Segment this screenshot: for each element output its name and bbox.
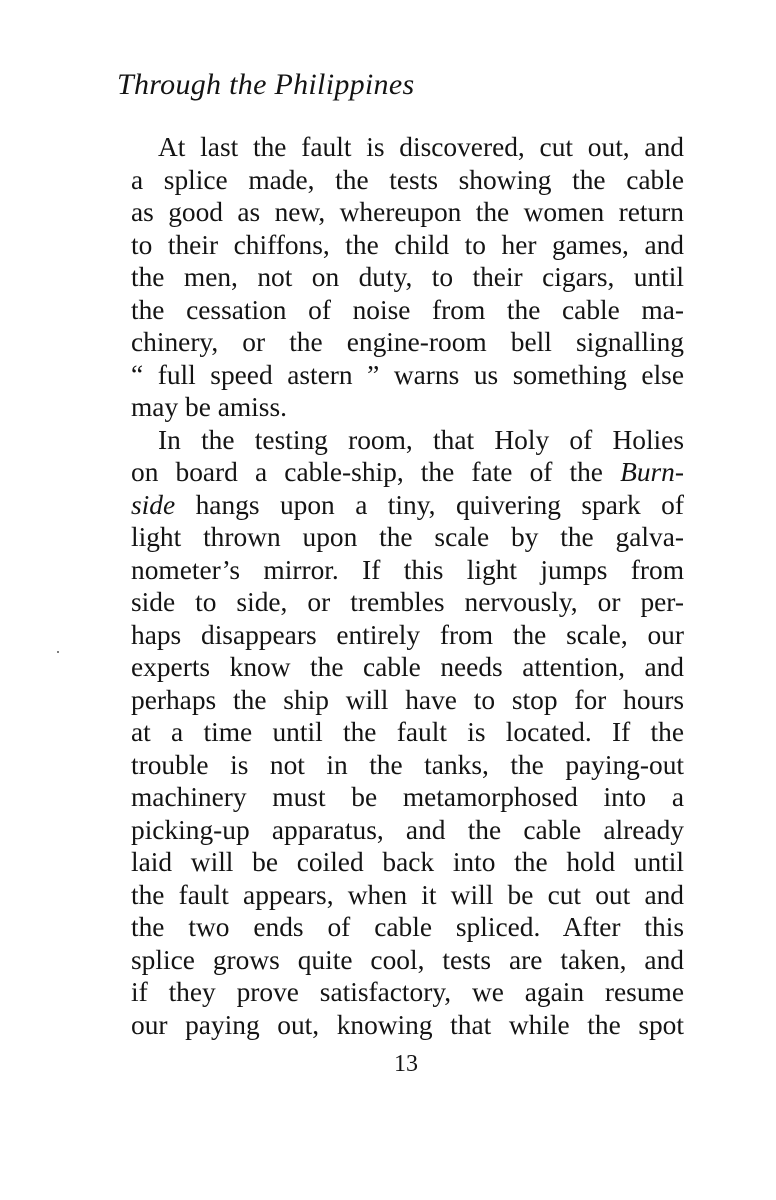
text-line: our paying out, knowing that while the spot [131, 1009, 684, 1040]
text-line: chinery, or the engine-room bell signalling [131, 327, 684, 357]
text-run: hangs upon a tiny, quivering spark of [175, 489, 684, 520]
paper-speck [57, 651, 59, 653]
page-number: 13 [394, 1051, 418, 1077]
text-line: picking-up apparatus, and the cable already [131, 814, 684, 845]
text-line: a splice made, the tests showing the cable [131, 164, 684, 195]
text-line: experts know the cable needs attention, and [131, 652, 684, 682]
text-line: the men, not on duty, to their cigars, until [131, 262, 684, 292]
text-line: splice grows quite cool, tests are taken, and [131, 944, 684, 975]
text-line: trouble is not in the tanks, the paying-out [131, 749, 684, 780]
text-line: machinery must be metamorphosed into a [131, 782, 684, 812]
text-line: as good as new, whereupon the women return [131, 197, 684, 227]
text-line: may be amiss. [131, 392, 287, 422]
text-line: At last the fault is discovered, cut out, and [158, 132, 684, 162]
ship-name-italic: Burn- [620, 457, 684, 487]
text-run: on board a cable-ship, the fate of the [131, 457, 621, 487]
text-line: laid will be coiled back into the hold until [131, 847, 684, 877]
text-line: the cessation of noise from the cable ma- [131, 294, 684, 325]
text-line: side to side, or trembles nervously, or per- [131, 587, 684, 617]
text-line: if they prove satisfactory, we again resume [131, 977, 684, 1007]
text-line: light thrown upon the scale by the galva- [131, 522, 684, 552]
text-line: “ full speed astern ” warns us something else [131, 359, 684, 390]
text-line [131, 456, 684, 489]
text-line: the fault appears, when it will be cut out and [131, 879, 684, 910]
text-line [131, 489, 684, 522]
text-line: In the testing room, that Holy of Holies [158, 424, 684, 455]
body-text [131, 131, 684, 1041]
ship-name-italic: side [131, 489, 176, 520]
text-line: perhaps the ship will have to stop for hours [131, 684, 684, 715]
running-head: Through the Philippines [117, 68, 415, 101]
text-line: nometer’s mirror. If this light jumps from [131, 554, 684, 585]
text-line: to their chiffons, the child to her games, and [131, 229, 684, 260]
text-line: the two ends of cable spliced. After this [131, 912, 684, 942]
text-line: at a time until the fault is located. If the [131, 717, 684, 747]
text-line: haps disappears entirely from the scale, our [131, 619, 684, 650]
